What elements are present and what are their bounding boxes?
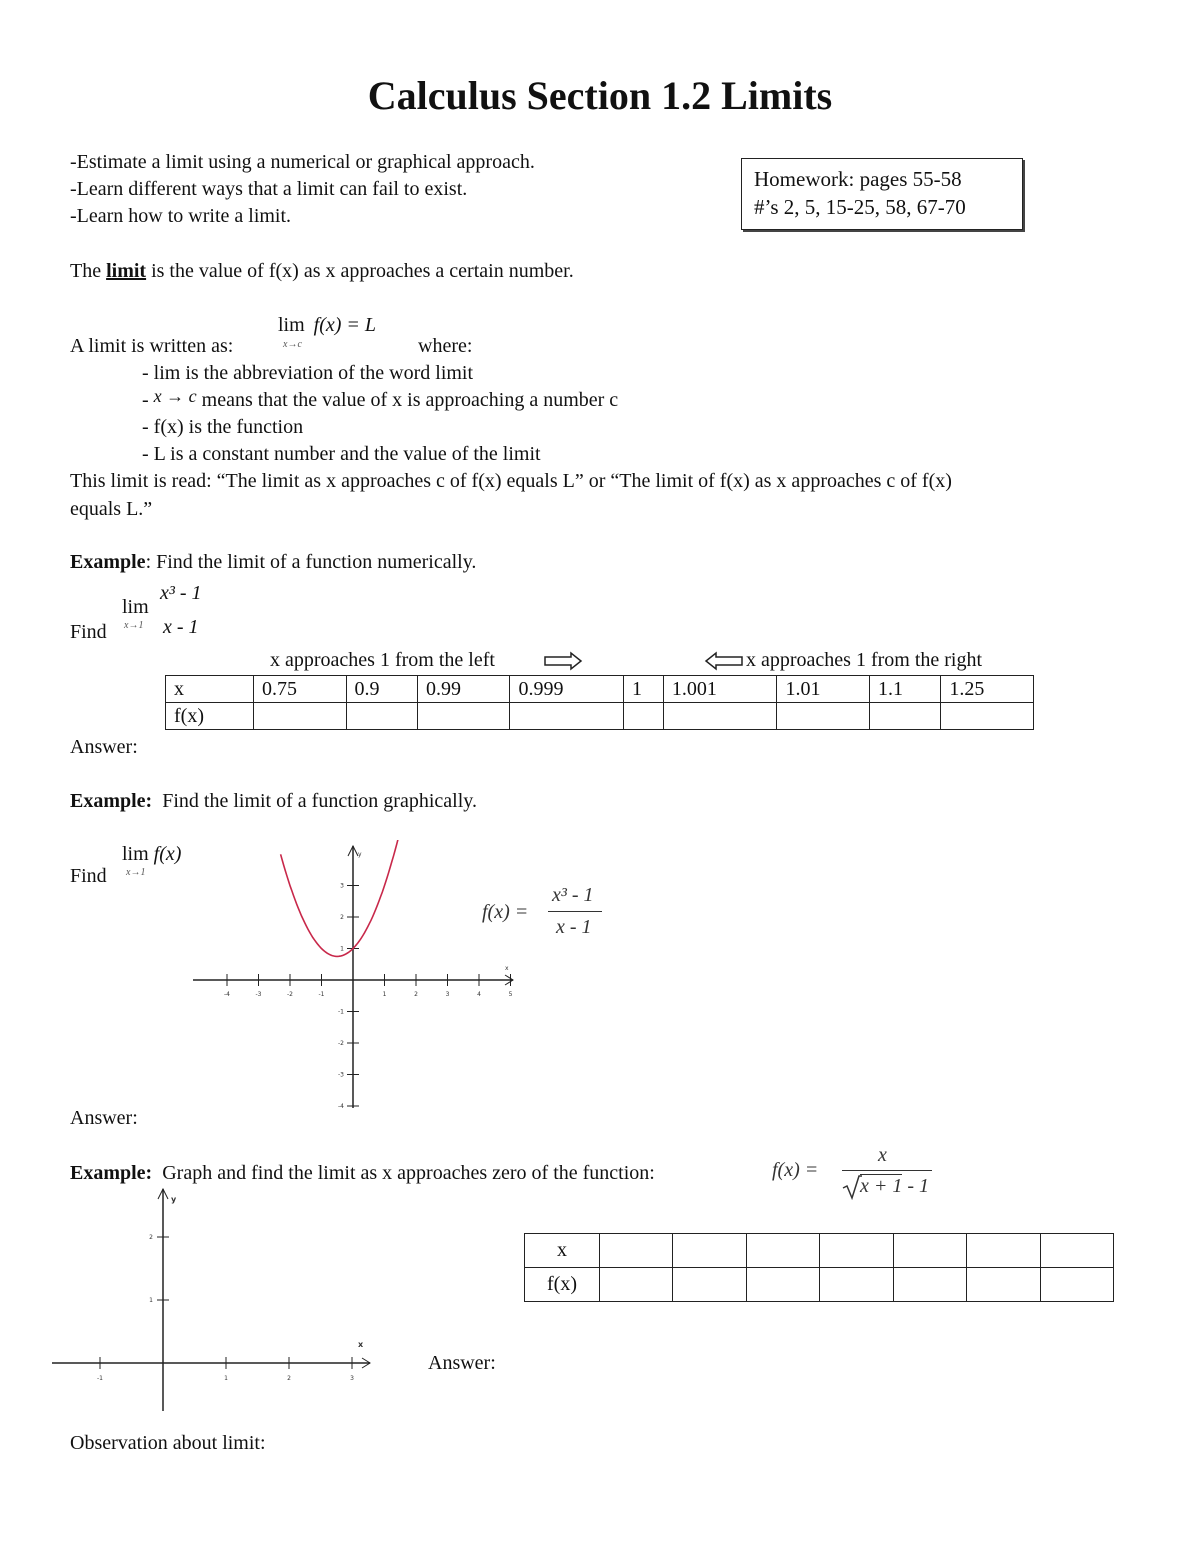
table-cell-blank[interactable] bbox=[820, 1268, 893, 1302]
table-row-fx bbox=[525, 1268, 1114, 1302]
table-cell-blank[interactable] bbox=[663, 703, 777, 730]
table-cell-blank[interactable] bbox=[869, 703, 940, 730]
table-cell: 1.25 bbox=[941, 676, 1034, 703]
y-tick-label: -4 bbox=[338, 1103, 344, 1110]
example-1-heading: Example: Find the limit of a function numerically. bbox=[70, 551, 477, 573]
table-row-fx bbox=[166, 703, 1034, 730]
radical-icon bbox=[842, 1174, 862, 1200]
notation-where: where: bbox=[418, 335, 473, 357]
x-tick-label: 3 bbox=[445, 991, 450, 998]
example-2-numerator: x³ - 1 bbox=[552, 884, 594, 906]
table-cell: 1.001 bbox=[663, 676, 777, 703]
table-cell-blank[interactable] bbox=[623, 703, 663, 730]
table-cell: 0.999 bbox=[510, 676, 624, 703]
table-cell-blank[interactable] bbox=[346, 703, 417, 730]
table-cell: 0.75 bbox=[254, 676, 347, 703]
limit-definition: The limit is the value of f(x) as x approaches a certain number. bbox=[70, 260, 574, 282]
table-cell-blank[interactable] bbox=[893, 1268, 966, 1302]
limit-notation-subscript: x→c bbox=[283, 339, 302, 350]
example-2-denominator: x - 1 bbox=[556, 916, 592, 938]
x-tick-label: 3 bbox=[350, 1375, 354, 1382]
table-cell-blank[interactable] bbox=[1040, 1234, 1113, 1268]
x-tick-label: 4 bbox=[477, 991, 481, 998]
objective-2: -Learn different ways that a limit can fail to exist. bbox=[70, 178, 468, 200]
fraction-bar bbox=[548, 911, 602, 912]
homework-problems: #’s 2, 5, 15-25, 58, 67-70 bbox=[754, 195, 966, 219]
example-3-func-lhs: f(x) = bbox=[772, 1159, 819, 1181]
table-row-x bbox=[166, 676, 1034, 703]
observation: Observation about limit: bbox=[70, 1432, 266, 1454]
x-tick-label: 5 bbox=[508, 991, 513, 998]
table-header-fx: f(x) bbox=[525, 1268, 600, 1302]
table-cell-blank[interactable] bbox=[254, 703, 347, 730]
x-approaches-c: x → c bbox=[153, 386, 197, 406]
example-1-answer: Answer: bbox=[70, 736, 138, 758]
y-tick-label: 3 bbox=[340, 882, 344, 890]
homework-box bbox=[741, 158, 1023, 230]
x-tick-label: -1 bbox=[318, 991, 325, 998]
table-cell-blank[interactable] bbox=[673, 1234, 746, 1268]
table-cell-blank[interactable] bbox=[777, 703, 870, 730]
example-3-answer: Answer: bbox=[428, 1352, 496, 1374]
table-header-x: x bbox=[166, 676, 254, 703]
example-1-numerator: x³ - 1 bbox=[160, 582, 202, 604]
notation-bullet-lim: - lim is the abbreviation of the word limit bbox=[142, 362, 474, 384]
notation-bullet-constant: - L is a constant number and the value of the limit bbox=[142, 443, 541, 465]
table-cell-blank[interactable] bbox=[673, 1268, 746, 1302]
table-cell-blank[interactable] bbox=[941, 703, 1034, 730]
example-2-func-lhs: f(x) = bbox=[482, 901, 529, 923]
limit-term: limit bbox=[106, 260, 147, 282]
example-3-numerator: x bbox=[878, 1144, 887, 1166]
table-cell-blank[interactable] bbox=[967, 1234, 1040, 1268]
y-tick-label: 1 bbox=[340, 945, 344, 953]
table-cell-blank[interactable] bbox=[510, 703, 624, 730]
x-tick-label: 2 bbox=[414, 991, 418, 998]
x-tick-label: -2 bbox=[287, 991, 293, 998]
table-cell-blank[interactable] bbox=[1040, 1268, 1113, 1302]
table-header-fx: f(x) bbox=[166, 703, 254, 730]
x-tick-label: -3 bbox=[255, 991, 262, 998]
y-tick-label: -1 bbox=[338, 1008, 344, 1016]
x-tick-label: 1 bbox=[224, 1375, 228, 1382]
table-cell: 0.99 bbox=[417, 676, 510, 703]
table-cell: 1.01 bbox=[777, 676, 870, 703]
table-header-x: x bbox=[525, 1234, 600, 1268]
table-cell-blank[interactable] bbox=[746, 1268, 819, 1302]
notation-bullet-function: - f(x) is the function bbox=[142, 416, 304, 438]
graph-table bbox=[524, 1233, 1114, 1302]
y-axis-label: y bbox=[358, 851, 362, 858]
table-row-x bbox=[525, 1234, 1114, 1268]
table-cell-blank[interactable] bbox=[967, 1268, 1040, 1302]
fraction-bar bbox=[842, 1170, 932, 1171]
read-line-1: This limit is read: “The limit as x approaches c of f(x) equals L” or “The limit of f(x) as x approaches c of f(x) bbox=[70, 470, 952, 492]
example-3-denominator: x + 1 - 1 bbox=[860, 1175, 930, 1197]
table-cell: 0.9 bbox=[346, 676, 417, 703]
limit-notation-formula: lim f(x) = L bbox=[278, 314, 377, 336]
notation-bullet-xc: - x → c means that the value of x is approaching a number c bbox=[142, 386, 619, 411]
curve-parabola bbox=[281, 840, 410, 956]
homework-pages: Homework: pages 55-58 bbox=[754, 167, 962, 191]
notation-intro: A limit is written as: bbox=[70, 335, 234, 357]
read-line-2: equals L.” bbox=[70, 498, 153, 520]
objective-3: -Learn how to write a limit. bbox=[70, 205, 292, 227]
left-arrow-icon bbox=[704, 651, 744, 671]
left-approach-label: x approaches 1 from the left bbox=[270, 649, 495, 671]
right-arrow-icon bbox=[543, 651, 583, 671]
x-tick-label: -1 bbox=[97, 1375, 103, 1382]
page-title: Calculus Section 1.2 Limits bbox=[367, 73, 833, 118]
table-cell-blank[interactable] bbox=[893, 1234, 966, 1268]
graph-2 bbox=[50, 1185, 380, 1415]
x-tick-label: -4 bbox=[224, 991, 230, 998]
y-axis-label: y bbox=[171, 1195, 177, 1204]
example-2-lim: lim f(x) bbox=[122, 843, 182, 865]
table-cell-blank[interactable] bbox=[417, 703, 510, 730]
graph-1 bbox=[185, 840, 525, 1115]
x-axis-label: x bbox=[505, 965, 509, 972]
table-cell-blank[interactable] bbox=[600, 1268, 673, 1302]
table-cell: 1 bbox=[623, 676, 663, 703]
y-tick-label: 2 bbox=[340, 914, 344, 921]
y-tick-label: -3 bbox=[338, 1071, 344, 1079]
example-2-lim-sub: x→1 bbox=[126, 867, 146, 878]
x-axis-label: x bbox=[358, 1340, 364, 1349]
objective-1: -Estimate a limit using a numerical or graphical approach. bbox=[70, 151, 535, 173]
example-1-find: Find bbox=[70, 621, 107, 643]
x-tick-label: 1 bbox=[382, 991, 387, 998]
y-tick-label: -2 bbox=[338, 1040, 344, 1047]
y-tick-label: 1 bbox=[149, 1297, 153, 1304]
y-tick-label: 2 bbox=[149, 1234, 153, 1241]
example-2-answer: Answer: bbox=[70, 1107, 138, 1129]
example-3-heading: Example: Graph and find the limit as x approaches zero of the function: bbox=[70, 1162, 655, 1184]
table-cell-blank[interactable] bbox=[600, 1234, 673, 1268]
right-approach-label: x approaches 1 from the right bbox=[746, 649, 983, 671]
table-cell-blank[interactable] bbox=[820, 1234, 893, 1268]
table-cell: 1.1 bbox=[869, 676, 940, 703]
example-2-heading: Example: Find the limit of a function graphically. bbox=[70, 790, 477, 812]
example-2-find: Find bbox=[70, 865, 107, 887]
example-1-lim: lim bbox=[122, 596, 149, 618]
numeric-table bbox=[165, 675, 1034, 730]
x-tick-label: 2 bbox=[287, 1375, 291, 1382]
example-1-lim-sub: x→1 bbox=[124, 620, 144, 631]
table-cell-blank[interactable] bbox=[746, 1234, 819, 1268]
example-1-denominator: x - 1 bbox=[163, 616, 199, 638]
